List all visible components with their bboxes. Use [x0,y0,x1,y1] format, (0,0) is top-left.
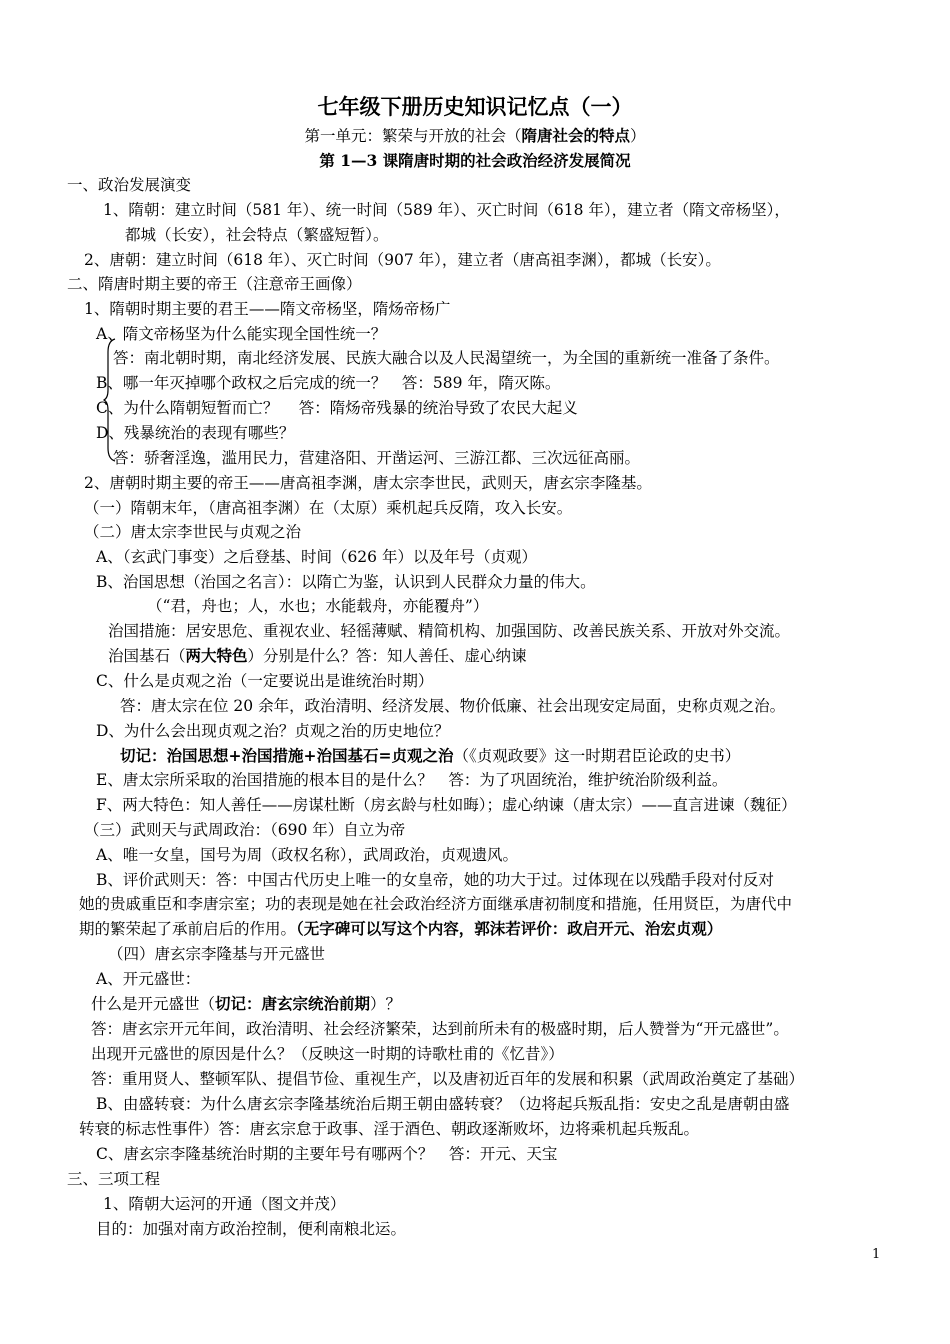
question-line: 出现开元盛世的原因是什么？（反映这一时期的诗歌杜甫的《忆昔》） [91,1045,564,1063]
subtitle-post: ） [630,127,646,145]
question-line [91,993,401,1015]
paragraph-line: 转衰的标志性事件）答：唐玄宗怠于政事、淫于酒色、朝政逐渐败坏，边将乘机起兵叛乱。 [79,1120,700,1138]
question-line: C、什么是贞观之治（一定要说出是谁统治时期） [96,672,434,690]
question-line: E、唐太宗所采取的治国措施的根本目的是什么？ 答：为了巩固统治，维护统治阶级利益。 [96,771,728,789]
text-span: （《贞观政要》这一时期君臣论政的史书） [453,747,741,765]
bold-span: 两大特色 [185,646,248,665]
bold-span: （无字碑可以写这个内容，郭沫若评价：政启开元、治宏贞观） [296,919,723,938]
lesson-title: 第 1—3 课隋唐时期的社会政治经济发展简况 [319,151,631,170]
subtitle-bold: 隋唐社会的特点 [521,126,630,145]
paragraph-line: B、由盛转衰：为什么唐玄宗李隆基统治后期王朝由盛转衰？（边将起兵叛乱指：安史之乱是唐朝由盛 [96,1095,790,1113]
paragraph-line: （一）隋朝末年，（唐高祖李渊）在（太原）乘机起兵反隋，攻入长安。 [84,499,573,517]
question-line: B、哪一年灭掉哪个政权之后完成的统一？ 答：589 年，隋灭陈。 [96,374,561,392]
paragraph-line: 1、隋朝大运河的开通（图文并茂） [103,1195,346,1213]
text-span: ）分别是什么？答：知人善任、虚心纳谏 [247,647,527,665]
paragraph-line: 她的贵戚重臣和李唐宗室；功的表现是她在社会政治经济方面继承唐初制度和措施，任用贤臣，为唐代中 [79,895,793,913]
paragraph-line: F、两大特色：知人善任——房谋杜断（房玄龄与杜如晦）；虚心纳谏（唐太宗）——直言进谏（魏征） [96,796,797,814]
answer-line: 答：重用贤人、整顿军队、提倡节俭、重视生产，以及唐初近百年的发展和积累（武周政治奠定了基础） [91,1070,805,1088]
answer-line: 答：唐玄宗开元年间，政治清明、社会经济繁荣，达到前所未有的极盛时期，后人赞誉为“开元盛世”。 [91,1020,789,1038]
paragraph-line: B、治国思想（治国之名言）：以隋亡为鉴，认识到人民群众力量的伟大。 [96,573,596,591]
subtitle-pre: 第一单元：繁荣与开放的社会（ [304,127,522,145]
paragraph-line: B、评价武则天：答：中国古代历史上唯一的女皇帝，她的功大于过。过体现在以残酷手段对付反对 [96,871,774,889]
paragraph-line: 都城（长安），社会特点（繁盛短暂）。 [125,226,389,244]
paragraph-line [108,645,527,667]
paragraph-line: 治国措施：居安思危、重视农业、轻徭薄赋、精简机构、加强国防、改善民族关系、开放对外交流。 [108,622,791,640]
answer-line: 答：唐太宗在位 20 余年，政治清明、经济发展、物价低廉、社会出现安定局面，史称贞观之治。 [120,697,786,715]
section-heading: 二、隋唐时期主要的帝王（注意帝王画像） [67,275,362,293]
section-heading: 三、三项工程 [67,1170,161,1188]
text-span: 治国基石（ [108,647,186,665]
answer-line: 答：骄奢淫逸，滥用民力，营建洛阳、开凿运河、三游江都、三次远征高丽。 [113,449,641,467]
paragraph-line: 2、唐朝时期主要的帝王——唐高祖李渊，唐太宗李世民，武则天，唐玄宗李隆基。 [84,474,652,492]
paragraph-line: 目的：加强对南方政治控制，便利南粮北运。 [96,1220,407,1238]
section-heading: 一、政治发展演变 [67,176,192,194]
paragraph-line: A、唯一女皇，国号为周（政权名称），武周政治，贞观遗风。 [96,846,518,864]
subsection-heading: （二）唐太宗李世民与贞观之治 [84,523,302,541]
bold-span: 切记：唐玄宗统治前期 [215,994,371,1013]
paragraph-line: 1、隋朝：建立时间（581 年）、统一时间（589 年）、灭亡时间（618 年），建立者（隋文帝杨坚）， [103,201,790,219]
question-line: C、唐玄宗李隆基统治时期的主要年号有哪两个？ 答：开元、天宝 [96,1145,558,1163]
page-number: 1 [872,1247,881,1262]
document-title: 七年级下册历史知识记忆点（一） [317,94,633,119]
paragraph-line: A、（玄武门事变）之后登基、时间（626 年）以及年号（贞观） [96,548,537,566]
bold-span: 切记：治国思想+治国措施+治国基石=贞观之治 [120,746,454,765]
subsection-heading: （四）唐玄宗李隆基与开元盛世 [108,945,326,963]
question-line: C、为什么隋朝短暂而亡？ 答：隋炀帝残暴的统治导致了农民大起义 [96,399,578,417]
text-span: ）？ [370,995,402,1013]
subsection-heading: （三）武则天与武周政治：（690 年）自立为帝 [84,821,406,839]
question-line: D、残暴统治的表现有哪些？ [96,424,295,442]
unit-subtitle [0,125,950,147]
question-line: D、为什么会出现贞观之治？贞观之治的历史地位？ [96,722,450,740]
text-span: 期的繁荣起了承前启后的作用。 [79,920,297,938]
paragraph-line: 1、隋朝时期主要的君王——隋文帝杨坚，隋炀帝杨广 [84,300,451,318]
paragraph-line [79,918,722,940]
paragraph-line [120,745,740,767]
quote-line: （“君，舟也；人，水也；水能载舟，亦能覆舟”） [147,597,489,615]
question-line: A、隋文帝杨坚为什么能实现全国性统一？ [96,325,387,343]
paragraph-line: 2、唐朝：建立时间（618 年）、灭亡时间（907 年），建立者（唐高祖李渊），都城（长安）。 [84,251,721,269]
paragraph-line: A、开元盛世： [96,970,201,988]
text-span: 什么是开元盛世（ [91,995,216,1013]
answer-line: 答：南北朝时期，南北经济发展、民族大融合以及人民渴望统一，为全国的重新统一准备了条件。 [113,349,780,367]
